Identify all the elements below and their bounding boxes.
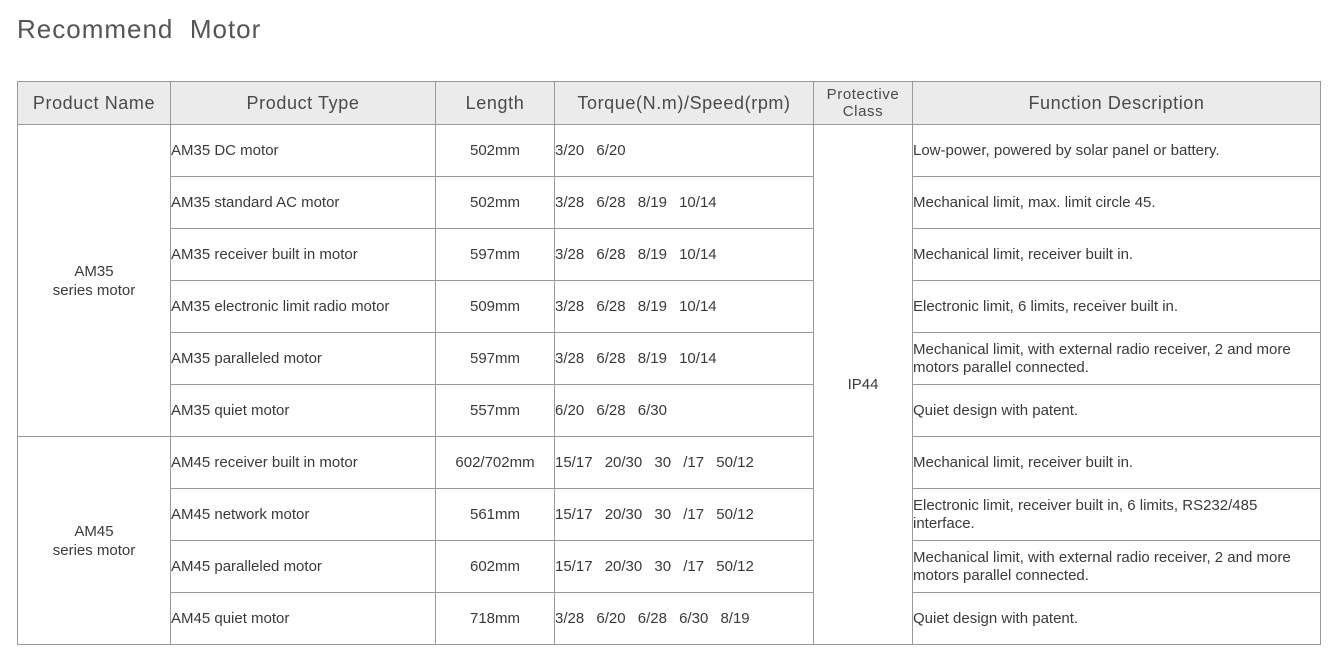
table-row — [18, 125, 1321, 177]
table-row — [18, 281, 1321, 333]
header-torque-speed: Torque(N.m)/Speed(rpm) — [555, 82, 814, 125]
function-description-cell: Mechanical limit, receiver built in. — [913, 229, 1321, 281]
series-cell-am35 — [18, 125, 171, 437]
length-cell: 602/702mm — [436, 437, 555, 489]
function-description-cell: Quiet design with patent. — [913, 385, 1321, 437]
header-product-type: Product Type — [171, 82, 436, 125]
table-row — [18, 541, 1321, 593]
product-type-cell: AM45 paralleled motor — [171, 541, 436, 593]
table-row — [18, 437, 1321, 489]
length-cell: 557mm — [436, 385, 555, 437]
function-description-cell: Mechanical limit, max. limit circle 45. — [913, 177, 1321, 229]
table-row — [18, 333, 1321, 385]
recommend-motor-table — [17, 81, 1321, 645]
product-type-cell: AM35 DC motor — [171, 125, 436, 177]
table-row — [18, 593, 1321, 645]
torque-speed-cell: 15/17 20/30 30 /17 50/12 — [555, 489, 814, 541]
series-name: AM35 — [74, 262, 114, 280]
product-type-cell: AM45 network motor — [171, 489, 436, 541]
table-row — [18, 177, 1321, 229]
header-length: Length — [436, 82, 555, 125]
length-cell: 718mm — [436, 593, 555, 645]
length-cell: 597mm — [436, 333, 555, 385]
table-row — [18, 229, 1321, 281]
product-type-cell: AM35 quiet motor — [171, 385, 436, 437]
product-type-cell: AM35 electronic limit radio motor — [171, 281, 436, 333]
torque-speed-cell: 3/28 6/28 8/19 10/14 — [555, 229, 814, 281]
torque-speed-cell: 3/28 6/28 8/19 10/14 — [555, 333, 814, 385]
header-protective-class-line1: Protective — [826, 86, 900, 103]
page-title: Recommend Motor — [17, 14, 262, 44]
function-description-cell: Mechanical limit, receiver built in. — [913, 437, 1321, 489]
protective-class-cell: IP44 — [814, 125, 913, 645]
function-description-cell: Electronic limit, receiver built in, 6 limits, RS232/485 interface. — [913, 489, 1321, 541]
torque-speed-cell: 15/17 20/30 30 /17 50/12 — [555, 541, 814, 593]
torque-speed-cell: 3/28 6/20 6/28 6/30 8/19 — [555, 593, 814, 645]
product-type-cell: AM45 quiet motor — [171, 593, 436, 645]
header-function-description: Function Description — [913, 82, 1321, 125]
torque-speed-cell: 3/20 6/20 — [555, 125, 814, 177]
header-protective-class-line2: Class — [842, 103, 884, 120]
function-description-cell: Mechanical limit, with external radio receiver, 2 and more motors parallel connected. — [913, 333, 1321, 385]
series-name: AM45 — [74, 522, 114, 540]
product-type-cell: AM35 paralleled motor — [171, 333, 436, 385]
header-protective-class — [814, 82, 913, 125]
table-row — [18, 385, 1321, 437]
torque-speed-cell: 3/28 6/28 8/19 10/14 — [555, 177, 814, 229]
series-suffix: series motor — [52, 281, 136, 299]
product-type-cell: AM45 receiver built in motor — [171, 437, 436, 489]
function-description-cell: Low-power, powered by solar panel or battery. — [913, 125, 1321, 177]
product-type-cell: AM35 receiver built in motor — [171, 229, 436, 281]
function-description-cell: Electronic limit, 6 limits, receiver built in. — [913, 281, 1321, 333]
table-row — [18, 489, 1321, 541]
function-description-cell: Mechanical limit, with external radio receiver, 2 and more motors parallel connected. — [913, 541, 1321, 593]
length-cell: 509mm — [436, 281, 555, 333]
length-cell: 502mm — [436, 125, 555, 177]
length-cell: 561mm — [436, 489, 555, 541]
table-header-row — [18, 82, 1321, 125]
length-cell: 597mm — [436, 229, 555, 281]
series-suffix: series motor — [52, 541, 136, 559]
header-product-name: Product Name — [18, 82, 171, 125]
length-cell: 602mm — [436, 541, 555, 593]
length-cell: 502mm — [436, 177, 555, 229]
function-description-cell: Quiet design with patent. — [913, 593, 1321, 645]
series-cell-am45 — [18, 437, 171, 645]
torque-speed-cell: 15/17 20/30 30 /17 50/12 — [555, 437, 814, 489]
product-type-cell: AM35 standard AC motor — [171, 177, 436, 229]
torque-speed-cell: 6/20 6/28 6/30 — [555, 385, 814, 437]
torque-speed-cell: 3/28 6/28 8/19 10/14 — [555, 281, 814, 333]
